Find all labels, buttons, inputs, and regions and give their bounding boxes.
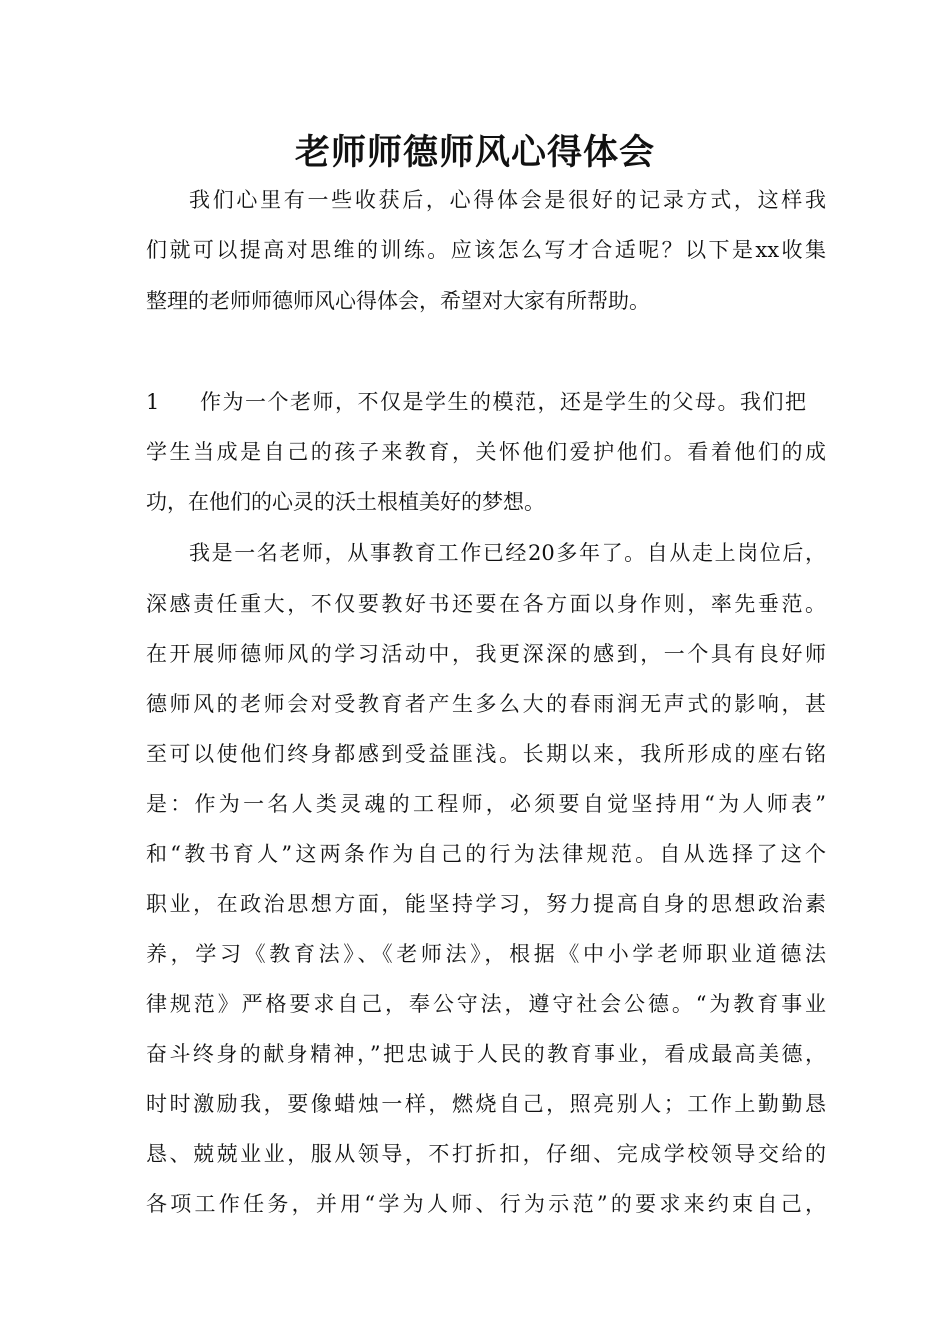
- paragraph2-line-13: 恳、兢兢业业，服从领导，不打折扣，仔细、完成学校领导交给的: [146, 1142, 826, 1166]
- paragraph2-line-9: 养，学习《教育法》、《老师法》，根据《中小学老师职业道德法: [146, 942, 826, 966]
- paragraph2-line-14: 各项工作任务，并用“学为人师、行为示范”的要求来约束自己，: [146, 1192, 826, 1216]
- paragraph2-line-2: 深感责任重大，不仅要教好书还要在各方面以身作则，率先垂范。: [146, 592, 826, 616]
- paragraph2-line-1: 我是一名老师，从事教育工作已经20多年了。自从走上岗位后，: [189, 541, 826, 565]
- section1-line-1: 作为一个老师，不仅是学生的模范，还是学生的父母。我们把: [200, 390, 806, 414]
- paragraph2-line-10: 律规范》严格要求自己，奉公守法，遵守社会公德。“为教育事业: [146, 992, 826, 1016]
- paragraph2-line-3: 在开展师德师风的学习活动中，我更深深的感到，一个具有良好师: [146, 642, 826, 666]
- intro-line-3: 整理的老师师德师风心得体会，希望对大家有所帮助。: [146, 289, 650, 313]
- paragraph2-line-7: 和“教书育人”这两条作为自己的行为法律规范。自从选择了这个: [146, 842, 826, 866]
- intro-line-1: 我们心里有一些收获后，心得体会是很好的记录方式，这样我: [189, 188, 826, 212]
- paragraph2-line-11: 奋斗终身的献身精神，”把忠诚于人民的教育事业，看成最高美德，: [146, 1042, 826, 1066]
- section-number: 1: [146, 390, 160, 414]
- section1-line-3: 功，在他们的心灵的沃土根植美好的梦想。: [146, 490, 545, 514]
- paragraph2-line-5: 至可以使他们终身都感到受益匪浅。长期以来，我所形成的座右铭: [146, 742, 826, 766]
- paragraph2-line-8: 职业，在政治思想方面，能坚持学习，努力提高自身的思想政治素: [146, 892, 826, 916]
- page-title: 老师师德师风心得体会: [294, 133, 655, 173]
- intro-line-2: 们就可以提高对思维的训练。应该怎么写才合适呢？以下是xx收集: [146, 238, 826, 262]
- paragraph2-line-4: 德师风的老师会对受教育者产生多么大的春雨润无声式的影响，甚: [146, 692, 826, 716]
- paragraph2-line-6: 是：作为一名人类灵魂的工程师，必须要自觉坚持用“为人师表”: [146, 792, 826, 816]
- section1-line-2: 学生当成是自己的孩子来教育，关怀他们爱护他们。看着他们的成: [146, 440, 826, 464]
- paragraph2-line-12: 时时激励我，要像蜡烛一样，燃烧自己，照亮别人；工作上勤勤恳: [146, 1092, 826, 1116]
